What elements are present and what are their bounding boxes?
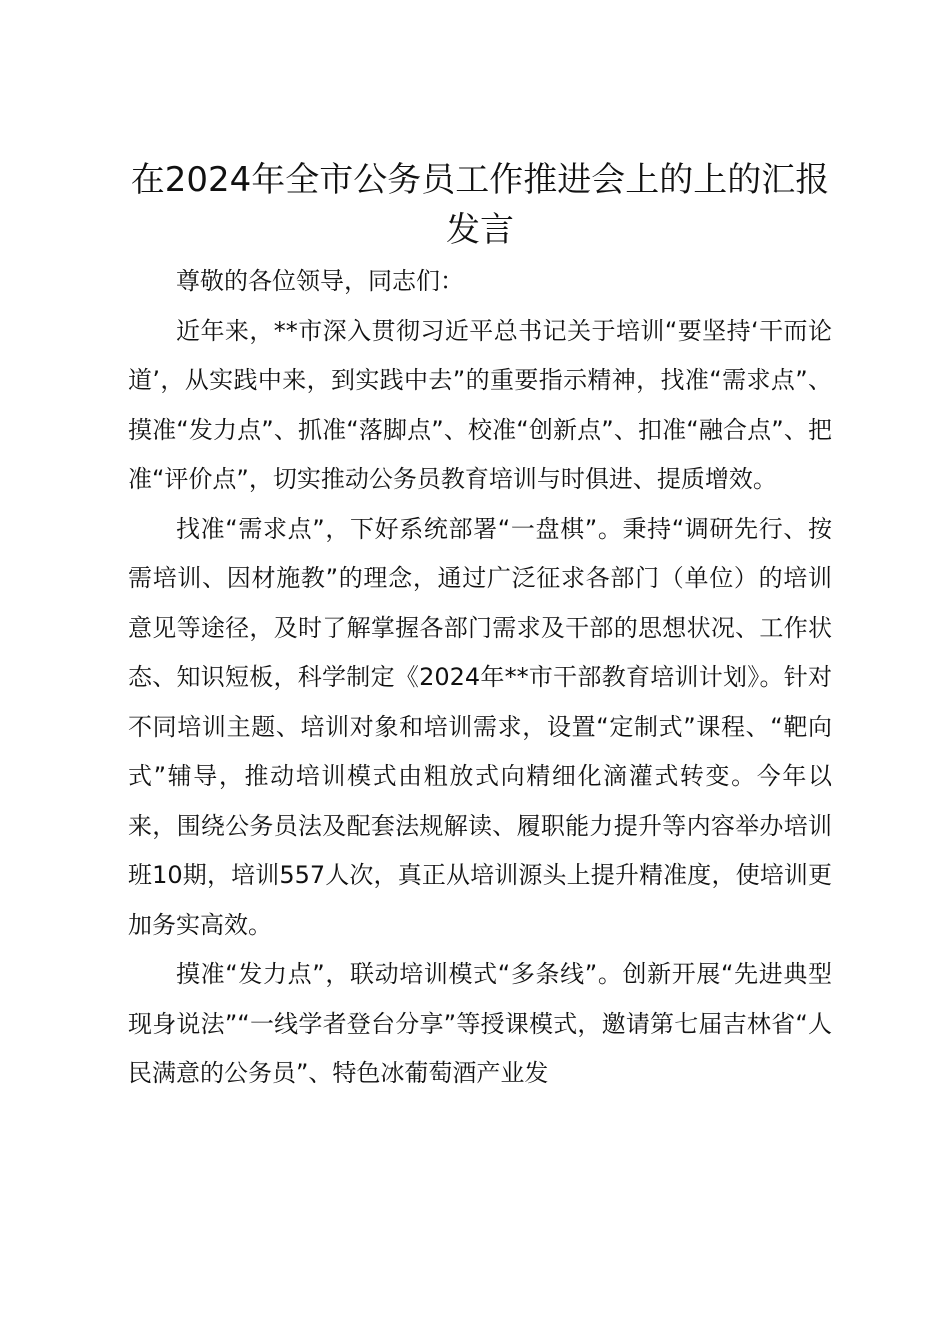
paragraph-demand-point: 找准“需求点”，下好系统部署“一盘棋”。秉持“调研先行、按需培训、因材施教”的理念，通过广泛征求各部门（单位）的培训意见等途径，及时了解掌握各部门需求及干部的思想状况、工作状态、知识短板，科学制定《2024年**市干部教育培训计划》。针对不同培训主题、培训对象和培训需求，设置“定制式”课程、“靶向式”辅导，推动培训模式由粗放式向精细化滴灌式转变。今年以来，围绕公务员法及配套法规解读、履职能力提升等内容举办培训班10期，培训557人次，真正从培训源头上提升精准度，使培训更加务实高效。 bbox=[128, 514, 832, 939]
salutation: 尊敬的各位领导，同志们： bbox=[176, 267, 464, 295]
document-body bbox=[128, 257, 832, 1099]
document-page bbox=[128, 155, 832, 1099]
paragraph-intro: 近年来，**市深入贯彻习近平总书记关于培训“要坚持‘干而论道’，从实践中来，到实践中去”的重要指示精神，找准“需求点”、摸准“发力点”、抓准“落脚点”、校准“创新点”、扣准“融合点”、把准“评价点”，切实推动公务员教育培训与时俱进、提质增效。 bbox=[128, 316, 832, 493]
document-title: 在2024年全市公务员工作推进会上的上的汇报发言 bbox=[130, 160, 830, 250]
paragraph-force-point: 摸准“发力点”，联动培训模式“多条线”。创新开展“先进典型现身说法”“一线学者登台分享”等授课模式，邀请第七届吉林省“人民满意的公务员”、特色冰葡萄酒产业发 bbox=[128, 960, 832, 1087]
